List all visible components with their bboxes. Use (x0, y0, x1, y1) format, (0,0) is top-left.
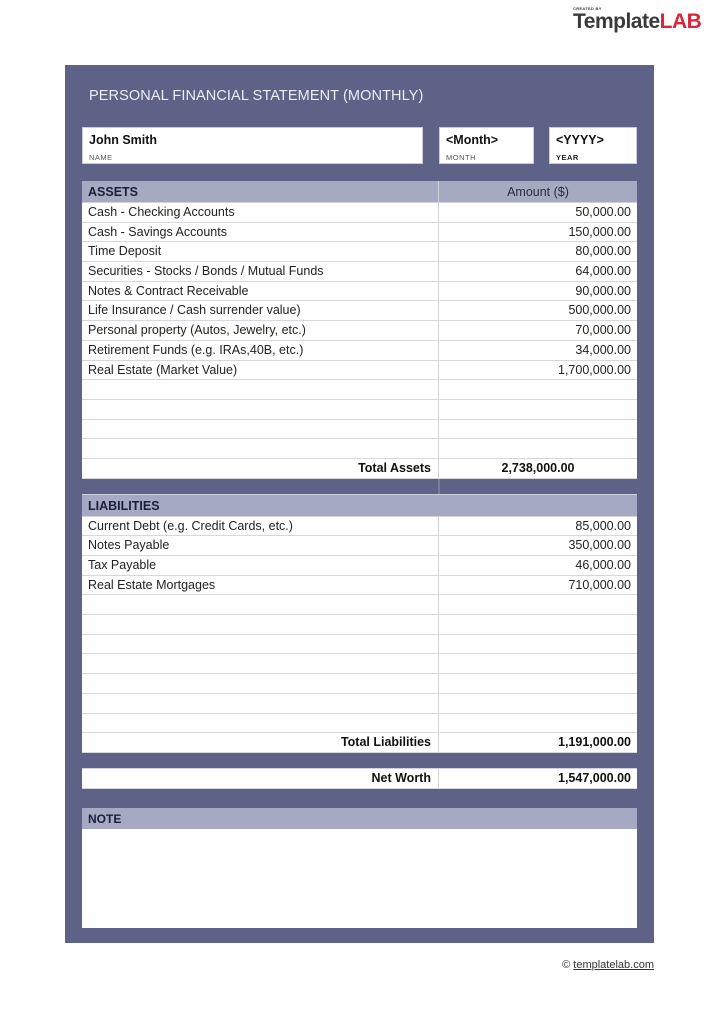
table-row (82, 400, 637, 420)
net-worth-label: Net Worth (371, 770, 431, 785)
month-label: MONTH (446, 153, 476, 162)
table-row (82, 321, 637, 341)
table-row (82, 576, 637, 596)
row-label[interactable]: Retirement Funds (e.g. IRAs,40B, etc.) (88, 342, 304, 357)
created-by-text: CREATED BY (573, 6, 602, 11)
note-input[interactable] (82, 829, 637, 928)
column-divider (438, 321, 439, 340)
month-value: <Month> (446, 133, 499, 147)
column-divider (438, 576, 439, 595)
row-label[interactable]: Notes & Contract Receivable (88, 283, 249, 298)
total-assets-label: Total Assets (358, 460, 431, 475)
row-amount[interactable]: 34,000.00 (575, 342, 631, 357)
year-label: YEAR (556, 153, 579, 162)
column-divider (438, 635, 439, 654)
column-divider (438, 400, 439, 419)
total-assets-row (82, 459, 637, 479)
footer (562, 959, 654, 971)
liabilities-header-row (82, 495, 637, 517)
column-divider (438, 714, 439, 733)
table-row (82, 654, 637, 674)
table-row (82, 380, 637, 400)
row-label[interactable]: Securities - Stocks / Bonds / Mutual Funds (88, 264, 324, 279)
column-divider (438, 517, 439, 536)
brand-name (573, 11, 713, 33)
templatelab-logo (573, 6, 713, 33)
column-divider (438, 380, 439, 399)
column-divider (438, 536, 439, 555)
column-divider (438, 242, 439, 261)
column-divider (438, 674, 439, 693)
table-row (82, 595, 637, 615)
column-divider (438, 341, 439, 360)
assets-header-row (82, 181, 637, 203)
row-amount[interactable]: 50,000.00 (575, 205, 631, 219)
row-amount[interactable]: 46,000.00 (575, 558, 631, 572)
column-divider (438, 420, 439, 439)
row-label[interactable]: Cash - Checking Accounts (88, 205, 235, 219)
net-worth-value: 1,547,000.00 (558, 770, 631, 785)
column-divider (438, 615, 439, 634)
column-divider (438, 223, 439, 242)
brand-name-accent: LAB (659, 10, 702, 33)
total-liabilities-label: Total Liabilities (340, 735, 431, 750)
row-amount[interactable]: 64,000.00 (575, 264, 631, 279)
column-divider (438, 654, 439, 673)
section-separator (82, 753, 637, 769)
table-row (82, 242, 637, 262)
row-label[interactable]: Tax Payable (88, 558, 157, 572)
note-title: NOTE (88, 812, 122, 826)
row-label[interactable]: Cash - Savings Accounts (88, 224, 227, 239)
name-value: John Smith (89, 133, 158, 147)
name-field[interactable] (82, 127, 423, 164)
table-row (82, 282, 637, 302)
year-value: <YYYY> (556, 133, 604, 147)
liabilities-rows (82, 517, 637, 734)
row-amount[interactable]: 80,000.00 (575, 244, 631, 259)
row-amount[interactable]: 150,000.00 (568, 224, 631, 239)
row-amount[interactable]: 1,700,000.00 (558, 362, 631, 377)
row-amount[interactable]: 350,000.00 (568, 538, 631, 553)
amount-header: Amount ($) (507, 185, 569, 199)
page-title: PERSONAL FINANCIAL STATEMENT (MONTHLY) (89, 88, 424, 104)
column-divider (438, 282, 439, 301)
net-worth-row (82, 769, 637, 789)
table-row (82, 556, 637, 576)
column-divider (438, 439, 439, 458)
table-row (82, 517, 637, 537)
row-label[interactable]: Real Estate Mortgages (88, 577, 216, 592)
table-row (82, 615, 637, 635)
row-label[interactable]: Life Insurance / Cash surrender value) (88, 303, 301, 318)
column-divider (438, 694, 439, 713)
table-row (82, 694, 637, 714)
year-field[interactable] (549, 127, 637, 164)
row-label[interactable]: Personal property (Autos, Jewelry, etc.) (88, 323, 306, 338)
column-divider (438, 556, 439, 575)
column-divider (438, 262, 439, 281)
row-amount[interactable]: 500,000.00 (568, 303, 631, 318)
row-amount[interactable]: 70,000.00 (575, 323, 631, 338)
table-row (82, 420, 637, 440)
assets-header: ASSETS (88, 185, 139, 199)
row-amount[interactable]: 90,000.00 (575, 283, 631, 298)
column-divider (438, 203, 439, 222)
table-row (82, 223, 637, 243)
column-divider (438, 361, 439, 380)
month-field[interactable] (439, 127, 534, 164)
column-divider (438, 595, 439, 614)
section-separator (82, 479, 637, 495)
row-label[interactable]: Current Debt (e.g. Credit Cards, etc.) (88, 518, 293, 533)
table-row (82, 203, 637, 223)
liabilities-header: LIABILITIES (88, 498, 160, 513)
total-liabilities-value: 1,191,000.00 (558, 735, 631, 750)
row-label[interactable]: Notes Payable (88, 538, 170, 553)
table-row (82, 674, 637, 694)
row-amount[interactable]: 85,000.00 (575, 518, 631, 533)
row-label[interactable]: Time Deposit (88, 244, 162, 259)
row-label[interactable]: Real Estate (Market Value) (88, 362, 238, 377)
templatelab-link[interactable]: templatelab.com (573, 959, 654, 971)
table-row (82, 361, 637, 381)
total-assets-value: 2,738,000.00 (501, 460, 575, 475)
copyright-icon: © (562, 959, 571, 971)
column-divider (438, 479, 440, 494)
table-row (82, 536, 637, 556)
total-liabilities-row (82, 733, 637, 753)
table-row (82, 341, 637, 361)
table-row (82, 635, 637, 655)
assets-table (82, 181, 637, 789)
note-header (82, 808, 637, 829)
column-divider (438, 769, 439, 788)
assets-rows (82, 203, 637, 459)
table-row (82, 301, 637, 321)
brand-name-main: Template (573, 10, 660, 33)
table-row (82, 714, 637, 734)
table-row (82, 439, 637, 459)
column-divider (438, 301, 439, 320)
name-label: NAME (89, 153, 113, 162)
row-amount[interactable]: 710,000.00 (568, 577, 631, 592)
table-row (82, 262, 637, 282)
column-divider (438, 733, 439, 752)
